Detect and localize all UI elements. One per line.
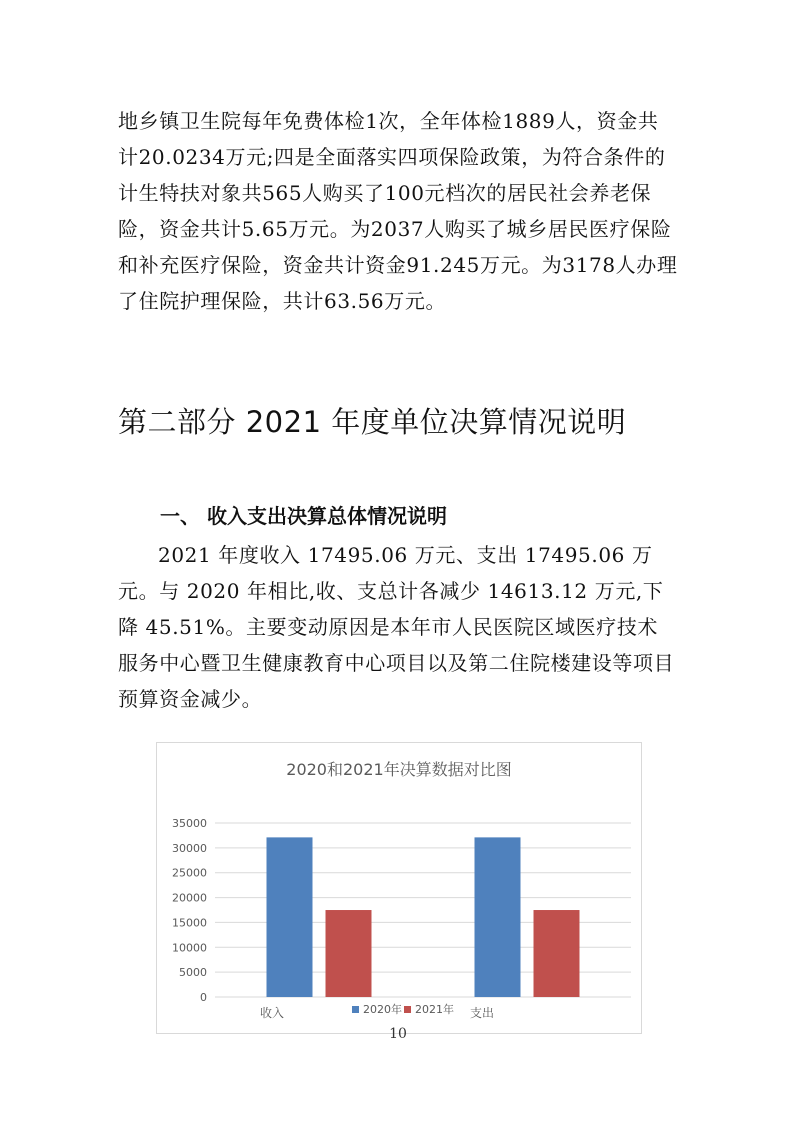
bar-series2: [534, 910, 580, 997]
legend-swatch: [352, 1006, 359, 1013]
bar-chart: [156, 742, 642, 1034]
x-category-label: 支出: [469, 1006, 495, 1020]
y-tick-label: 5000: [179, 966, 207, 980]
y-tick-label: 35000: [172, 817, 207, 830]
legend-label: 2020年: [363, 1003, 402, 1016]
chart-canvas: [157, 743, 641, 1033]
legend-swatch: [404, 1006, 411, 1013]
y-tick-label: 25000: [172, 866, 207, 880]
body-paragraph: 地乡镇卫生院每年免费体检1次，全年体检1889人，资金共计20.0234万元;四是全面落实四项保险政策，为符合条件的计生特扶对象共565人购买了100元档次的居民社会养老保险，资金共计5.65万元。为2037人购买了城乡居民医疗保险和补充医疗保险，资金共计资金91.245万元。为3178人办理了住院护理保险，共计63.56万元。: [118, 109, 678, 313]
bar-series1: [475, 837, 521, 997]
chart-title: 2020和2021年决算数据对比图: [286, 760, 512, 779]
bar-series1: [267, 837, 313, 997]
y-tick-label: 15000: [172, 916, 207, 930]
page-number: 10: [389, 1026, 407, 1042]
subsection-heading: 一、 收入支出决算总体情况说明: [160, 504, 447, 528]
body-paragraph-income: 2021 年度收入 17495.06 万元、支出 17495.06 万元。与 2020 年相比,收、支总计各减少 14613.12 万元,下降 45.51%。主要变动原因是本年市人民医院区域医疗技术服务中心暨卫生健康教育中心项目以及第二住院楼建设等项目预算资金减少。: [118, 543, 675, 711]
section-heading: 第二部分 2021 年度单位决算情况说明: [118, 405, 627, 439]
y-tick-label: 20000: [172, 891, 207, 905]
y-tick-label: 10000: [172, 941, 207, 955]
x-category-label: 收入: [259, 1006, 285, 1020]
y-tick-label: 0: [200, 991, 207, 1004]
bar-series2: [326, 910, 372, 997]
legend-label: 2021年: [415, 1003, 454, 1016]
y-tick-label: 30000: [172, 841, 207, 855]
